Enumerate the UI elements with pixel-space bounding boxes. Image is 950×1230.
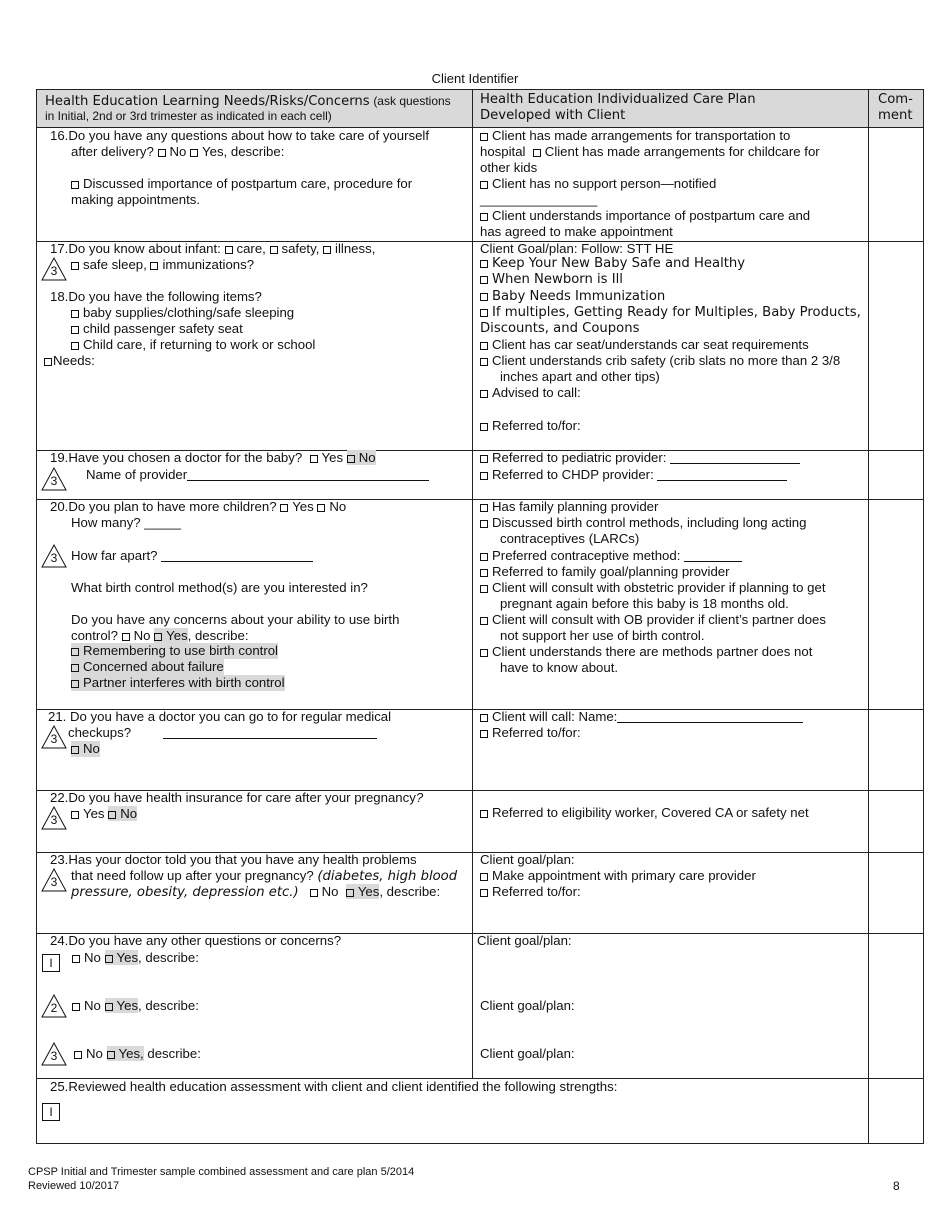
q16-plan-6-label: Client understands importance of postpartum care and bbox=[492, 208, 811, 223]
q18-plan-5: Discounts, and Coupons bbox=[480, 321, 640, 336]
header-col1-note: (ask questions bbox=[373, 94, 451, 108]
trimester-number: 3 bbox=[50, 474, 58, 488]
q24-yes-label: Yes bbox=[116, 998, 139, 1013]
q20-plan-4 bbox=[480, 548, 742, 564]
q16-discussed-2: making appointments. bbox=[71, 192, 201, 207]
q16-line2 bbox=[71, 144, 284, 160]
q20-plan-5-label: Referred to family goal/planning provider bbox=[492, 564, 730, 579]
contraceptive-method-line[interactable] bbox=[684, 549, 742, 562]
q18-question: 18.Do you have the following items? bbox=[50, 289, 262, 304]
q24-yes-label: Yes, bbox=[118, 1046, 144, 1061]
trimester-triangle-icon bbox=[41, 257, 67, 281]
q20-describe: , describe: bbox=[187, 628, 249, 643]
checkbox[interactable] bbox=[190, 149, 198, 157]
q24-no-label: No bbox=[86, 1046, 103, 1061]
header-col2-line2: Developed with Client bbox=[480, 108, 626, 123]
q24-describe: , describe: bbox=[138, 950, 199, 965]
checkbox[interactable] bbox=[108, 811, 116, 819]
checkbox[interactable] bbox=[480, 569, 488, 577]
q21-checkups-label: checkups? bbox=[68, 725, 132, 740]
footer-line-2: Reviewed 10/2017 bbox=[28, 1180, 120, 1192]
q20-plan-10-label: Client understands there are methods partner does not bbox=[492, 644, 813, 659]
trimester-triangle-icon bbox=[41, 544, 67, 568]
header-col1-note2: in Initial, 2nd or 3rd trimester as indicated in each cell) bbox=[45, 109, 332, 123]
checkbox[interactable] bbox=[480, 260, 488, 268]
q20-plan-4-label: Preferred contraceptive method: bbox=[492, 548, 681, 563]
q18-plan-3-label: Baby Needs Immunization bbox=[492, 289, 666, 304]
provider-name-line[interactable] bbox=[187, 468, 429, 481]
checkbox[interactable] bbox=[150, 262, 158, 270]
q22-no-option bbox=[108, 806, 137, 821]
q20-concern-2-label: Concerned about failure bbox=[83, 659, 224, 674]
q20-plan-11: have to know about. bbox=[500, 660, 619, 675]
q20-yes-label: Yes bbox=[292, 499, 314, 514]
checkbox[interactable] bbox=[310, 889, 318, 897]
q22-plan-1-label: Referred to eligibility worker, Covered CA or safety net bbox=[492, 805, 809, 820]
q24-goal-3: Client goal/plan: bbox=[480, 1046, 575, 1061]
q22-qmark: ? bbox=[415, 790, 424, 805]
checkbox[interactable] bbox=[480, 504, 488, 512]
q22-question bbox=[50, 790, 423, 806]
checkbox[interactable] bbox=[347, 455, 355, 463]
q20-how-far bbox=[71, 548, 313, 564]
checkbox[interactable] bbox=[480, 309, 488, 317]
checkbox[interactable] bbox=[480, 213, 488, 221]
q16-plan-2a: hospital bbox=[480, 144, 526, 159]
q18-plan-9-label: Advised to call: bbox=[492, 385, 581, 400]
q18-item-1-label: baby supplies/clothing/safe sleeping bbox=[83, 305, 295, 320]
q18-plan-3 bbox=[480, 289, 665, 305]
q21-question: 21. Do you have a doctor you can go to for regular medical bbox=[48, 709, 392, 724]
q16-no-label: No bbox=[169, 144, 187, 159]
q23-describe: , describe: bbox=[379, 884, 441, 899]
footer-line-1: CPSP Initial and Trimester sample combined assessment and care plan 5/2014 bbox=[28, 1166, 415, 1178]
q16-question: 16.Do you have any questions about how to take care of yourself bbox=[50, 128, 430, 143]
q18-plan-6-label: Client has car seat/understands car seat requirements bbox=[492, 337, 809, 352]
checkbox[interactable] bbox=[480, 133, 488, 141]
checkbox[interactable] bbox=[225, 246, 233, 254]
q20-plan-10 bbox=[480, 644, 812, 660]
q23-line3 bbox=[71, 884, 440, 901]
q20-no2-label: No bbox=[133, 628, 151, 643]
q21-plan-1 bbox=[480, 709, 803, 725]
q20-yes2-label: Yes bbox=[166, 628, 188, 643]
q20-text: 20.Do you plan to have more children? bbox=[50, 499, 277, 514]
q16-yes-label: Yes, describe: bbox=[202, 144, 285, 159]
q20-plan-1 bbox=[480, 499, 658, 515]
q18-plan-1-label: Keep Your New Baby Safe and Healthy bbox=[492, 256, 746, 271]
trimester-triangle-icon bbox=[41, 868, 67, 892]
q19-text: 19.Have you chosen a doctor for the baby? bbox=[50, 450, 303, 465]
q19-yes-label: Yes bbox=[321, 450, 344, 465]
checkbox[interactable] bbox=[71, 310, 79, 318]
q22-options bbox=[71, 806, 137, 822]
checkbox[interactable] bbox=[480, 730, 488, 738]
q20-plan-7: pregnant again before this baby is 18 months old. bbox=[500, 596, 789, 611]
checkbox[interactable] bbox=[122, 633, 130, 641]
checkbox[interactable] bbox=[480, 293, 488, 301]
page-number: 8 bbox=[893, 1179, 900, 1193]
q23-examples-2: pressure, obesity, depression etc.) bbox=[71, 885, 299, 900]
chdp-provider-line[interactable] bbox=[657, 468, 787, 481]
checkbox[interactable] bbox=[105, 1003, 113, 1011]
q24-yes-option bbox=[105, 998, 139, 1013]
q19-question bbox=[50, 450, 376, 466]
checkbox[interactable] bbox=[480, 714, 488, 722]
q24-describe: describe: bbox=[143, 1046, 201, 1061]
q18-plan-7 bbox=[480, 353, 840, 369]
q19-no-option bbox=[347, 450, 376, 465]
q16-plan-5: ________________ bbox=[480, 192, 598, 207]
q21-no-option bbox=[71, 741, 100, 757]
q22-yes-label: Yes bbox=[83, 806, 105, 821]
checkbox[interactable] bbox=[480, 553, 488, 561]
q18-needs bbox=[44, 353, 95, 369]
checkbox[interactable] bbox=[71, 262, 79, 270]
q20-concerns: Do you have any concerns about your ability to use birth bbox=[71, 612, 400, 627]
q17-immunizations: immunizations? bbox=[162, 257, 255, 272]
q21-plan-1-label: Client will call: Name: bbox=[492, 709, 618, 724]
q23-plan-goal: Client goal/plan: bbox=[480, 852, 575, 867]
checkbox[interactable] bbox=[280, 504, 288, 512]
q20-how-far-label: How far apart? bbox=[71, 548, 158, 563]
q23-line2 bbox=[71, 868, 457, 885]
q23-plan-2-label: Referred to/for: bbox=[492, 884, 581, 899]
q18-item-3 bbox=[71, 337, 315, 353]
q20-control bbox=[71, 628, 248, 644]
checkbox[interactable] bbox=[480, 390, 488, 398]
q22-text: 22.Do you have health insurance for care after your pregnancy bbox=[50, 790, 416, 805]
q20-plan-9: not support her use of birth control. bbox=[500, 628, 705, 643]
q18-plan-4 bbox=[480, 305, 861, 321]
checkbox[interactable] bbox=[71, 181, 79, 189]
q18-plan-9 bbox=[480, 385, 581, 401]
q17-text: 17.Do you know about infant: bbox=[50, 241, 221, 256]
q16-plan-6 bbox=[480, 208, 810, 224]
checkbox[interactable] bbox=[346, 889, 354, 897]
q20-no-label: No bbox=[329, 499, 347, 514]
checkbox[interactable] bbox=[71, 342, 79, 350]
how-far-apart-line[interactable] bbox=[161, 549, 313, 562]
checkbox[interactable] bbox=[310, 455, 318, 463]
q24-yes-option bbox=[107, 1046, 144, 1061]
q20-plan-2-label: Discussed birth control methods, including long acting bbox=[492, 515, 807, 530]
q20-concern-1 bbox=[71, 643, 278, 659]
q19-plan-1 bbox=[480, 450, 800, 466]
trimester-number: 2 bbox=[50, 1001, 58, 1015]
q24-yes-label: Yes bbox=[116, 950, 139, 965]
q20-plan-6 bbox=[480, 580, 826, 596]
q16-plan-3: other kids bbox=[480, 160, 538, 175]
q17-care: care, bbox=[236, 241, 266, 256]
trimester-triangle-icon bbox=[41, 806, 67, 830]
q17-question bbox=[50, 241, 375, 257]
q20-plan-2 bbox=[480, 515, 806, 531]
q24-no-label: No bbox=[84, 950, 101, 965]
q16-plan-4-label: Client has no support person—notified bbox=[492, 176, 717, 191]
q18-plan-1 bbox=[480, 256, 745, 272]
checkbox[interactable] bbox=[74, 1051, 82, 1059]
call-name-line[interactable] bbox=[617, 710, 803, 723]
header-col1-title: Health Education Learning Needs/Risks/Concerns bbox=[45, 94, 370, 109]
checkbox[interactable] bbox=[71, 648, 79, 656]
checkbox[interactable] bbox=[44, 358, 52, 366]
q20-how-many: How many? _____ bbox=[71, 515, 181, 530]
checkbox[interactable] bbox=[158, 149, 166, 157]
q24-goal-2: Client goal/plan: bbox=[480, 998, 575, 1013]
checkbox[interactable] bbox=[480, 520, 488, 528]
q16-plan-2b: Client has made arrangements for childcare for bbox=[544, 144, 820, 159]
trimester-number: 3 bbox=[50, 1049, 58, 1063]
pediatric-provider-line[interactable] bbox=[670, 451, 800, 464]
q24-yes-option bbox=[105, 950, 139, 965]
q16-plan-1 bbox=[480, 128, 790, 144]
q19-plan-1-label: Referred to pediatric provider: bbox=[492, 450, 667, 465]
q18-plan-6 bbox=[480, 337, 809, 353]
q18-plan-4-label: If multiples, Getting Ready for Multiples, Baby Products, bbox=[492, 305, 861, 320]
q17-illness: illness, bbox=[335, 241, 376, 256]
q18-plan-2 bbox=[480, 272, 623, 288]
q23-no-label: No bbox=[321, 884, 339, 899]
checkbox[interactable] bbox=[480, 472, 488, 480]
trimester-number: 3 bbox=[50, 732, 58, 746]
q23-plan-2 bbox=[480, 884, 581, 900]
trimester-number: 3 bbox=[50, 875, 58, 889]
q22-plan-1 bbox=[480, 805, 809, 821]
q20-question bbox=[50, 499, 346, 515]
q20-plan-1-label: Has family planning provider bbox=[492, 499, 659, 514]
q18-needs-label: Needs: bbox=[53, 353, 95, 368]
q19-plan-2 bbox=[480, 467, 787, 483]
q23-plan-1-label: Make appointment with primary care provider bbox=[492, 868, 756, 883]
q23-question: 23.Has your doctor told you that you have any health problems bbox=[50, 852, 417, 867]
q24-question: 24.Do you have any other questions or concerns? bbox=[50, 933, 342, 948]
q16-text: after delivery? bbox=[71, 144, 154, 159]
checkbox[interactable] bbox=[72, 955, 80, 963]
checkbox[interactable] bbox=[480, 649, 488, 657]
checkbox[interactable] bbox=[154, 633, 162, 641]
client-identifier: Client Identifier bbox=[431, 71, 519, 86]
q24-goal-1: Client goal/plan: bbox=[477, 933, 572, 948]
q17-line2 bbox=[71, 257, 254, 273]
checkbox[interactable] bbox=[72, 1003, 80, 1011]
q21-plan-2-label: Referred to/for: bbox=[492, 725, 581, 740]
checkbox[interactable] bbox=[71, 746, 79, 754]
initial-box-icon: I bbox=[42, 1103, 60, 1121]
header-col2-line1: Health Education Individualized Care Plan bbox=[480, 92, 756, 107]
q24-no-label: No bbox=[84, 998, 101, 1013]
checkbox[interactable] bbox=[480, 342, 488, 350]
q18-plan-10-label: Referred to/for: bbox=[492, 418, 581, 433]
trimester-triangle-icon bbox=[41, 725, 67, 749]
q16-discussed-label: Discussed importance of postpartum care, procedure for bbox=[83, 176, 413, 191]
q18-plan-10 bbox=[480, 418, 581, 434]
q18-plan-8: inches apart and other tips) bbox=[500, 369, 660, 384]
checkbox[interactable] bbox=[480, 585, 488, 593]
q25-question: 25.Reviewed health education assessment with client and client identified the following strengths: bbox=[50, 1079, 618, 1094]
checkbox[interactable] bbox=[480, 889, 488, 897]
q21-checkups bbox=[68, 725, 377, 741]
checkbox[interactable] bbox=[480, 810, 488, 818]
checkbox[interactable] bbox=[270, 246, 278, 254]
q20-concern-2 bbox=[71, 659, 224, 675]
trimester-number: 3 bbox=[50, 813, 58, 827]
q17-safety: safety, bbox=[281, 241, 320, 256]
q20-plan-8-label: Client will consult with OB provider if client’s partner does bbox=[492, 612, 826, 627]
checkbox[interactable] bbox=[107, 1051, 115, 1059]
checkbox[interactable] bbox=[317, 504, 325, 512]
q18-plan-7-label: Client understands crib safety (crib slats no more than 2 3/8 bbox=[492, 353, 841, 368]
q18-plan-2-label: When Newborn is Ill bbox=[492, 272, 623, 287]
trimester-triangle-icon bbox=[41, 467, 67, 491]
q16-discussed bbox=[71, 176, 412, 192]
q20-concern-3-label: Partner interferes with birth control bbox=[83, 675, 285, 690]
trimester-triangle-icon bbox=[41, 1042, 67, 1066]
checkbox[interactable] bbox=[480, 423, 488, 431]
initial-box-icon: I bbox=[42, 954, 60, 972]
q19-no-label: No bbox=[358, 450, 376, 465]
q16-plan-1-label: Client has made arrangements for transportation to bbox=[492, 128, 791, 143]
q23-yes-label: Yes bbox=[357, 884, 380, 899]
checkbox[interactable] bbox=[480, 873, 488, 881]
q19-provider bbox=[86, 467, 429, 483]
q16-plan-2 bbox=[480, 144, 820, 160]
trimester-number: 3 bbox=[50, 551, 58, 565]
checkbox[interactable] bbox=[480, 358, 488, 366]
q20-concern-3 bbox=[71, 675, 285, 691]
checkbox[interactable] bbox=[71, 664, 79, 672]
q19-provider-label: Name of provider bbox=[86, 467, 188, 482]
q21-plan-2 bbox=[480, 725, 581, 741]
doctor-name-line[interactable] bbox=[163, 726, 377, 739]
checkbox[interactable] bbox=[480, 455, 488, 463]
trimester-triangle-icon bbox=[41, 994, 67, 1018]
q16-plan-4 bbox=[480, 176, 716, 192]
q18-item-1 bbox=[71, 305, 294, 321]
checkbox[interactable] bbox=[105, 955, 113, 963]
checkbox[interactable] bbox=[480, 181, 488, 189]
q18-item-3-label: Child care, if returning to work or school bbox=[83, 337, 316, 352]
q18-item-2 bbox=[71, 321, 243, 337]
q21-no-label: No bbox=[83, 741, 100, 756]
q17-safe-sleep: safe sleep, bbox=[83, 257, 147, 272]
q20-methods: What birth control method(s) are you interested in? bbox=[71, 580, 368, 595]
q20-concern-1-label: Remembering to use birth control bbox=[83, 643, 278, 658]
checkbox[interactable] bbox=[480, 617, 488, 625]
q23-examples: (diabetes, high blood bbox=[317, 869, 458, 884]
q18-plan-goal: Client Goal/plan: Follow: STT HE bbox=[480, 241, 674, 256]
q23-yes-option bbox=[346, 884, 380, 899]
q24-row-1 bbox=[72, 950, 199, 966]
checkbox[interactable] bbox=[323, 246, 331, 254]
checkbox[interactable] bbox=[71, 811, 79, 819]
q22-no-label: No bbox=[120, 806, 138, 821]
q24-row-2 bbox=[72, 998, 199, 1014]
q24-describe: , describe: bbox=[138, 998, 199, 1013]
checkbox[interactable] bbox=[71, 680, 79, 688]
q20-control-text: control? bbox=[71, 628, 118, 643]
q23-plan-1 bbox=[480, 868, 756, 884]
q24-row-3 bbox=[74, 1046, 201, 1062]
care-plan-table bbox=[36, 89, 924, 1144]
q23-text: that need follow up after your pregnancy? bbox=[71, 868, 314, 883]
q16-plan-7: has agreed to make appointment bbox=[480, 224, 673, 239]
q20-plan-5 bbox=[480, 564, 730, 580]
header-col3-line2: ment bbox=[878, 108, 913, 123]
q19-plan-2-label: Referred to CHDP provider: bbox=[492, 467, 654, 482]
q20-plan-8 bbox=[480, 612, 826, 628]
q20-yes2-option bbox=[154, 628, 188, 643]
q20-plan-3: contraceptives (LARCs) bbox=[500, 531, 640, 546]
header-col3-line1: Com- bbox=[878, 92, 913, 107]
checkbox[interactable] bbox=[533, 149, 541, 157]
q18-item-2-label: child passenger safety seat bbox=[83, 321, 243, 336]
checkbox[interactable] bbox=[480, 276, 488, 284]
q20-plan-6-label: Client will consult with obstetric provider if planning to get bbox=[492, 580, 826, 595]
checkbox[interactable] bbox=[71, 326, 79, 334]
trimester-number: 3 bbox=[50, 264, 58, 278]
